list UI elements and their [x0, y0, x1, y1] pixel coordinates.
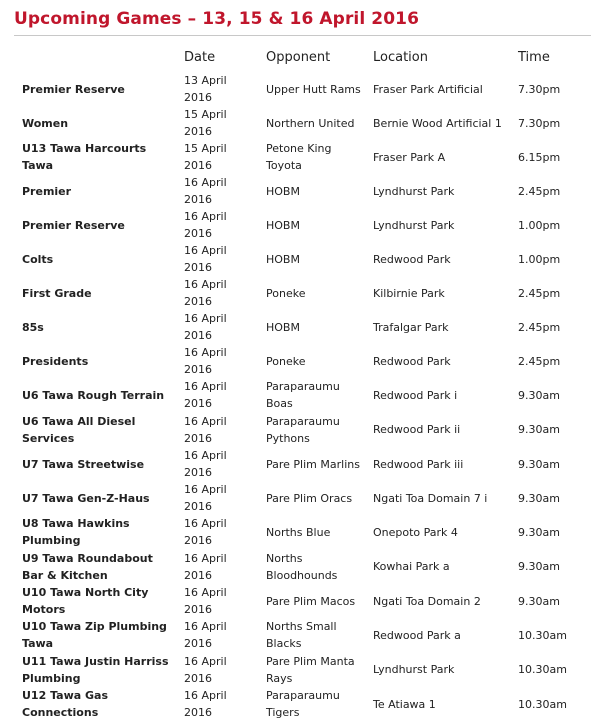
team-cell: Women	[22, 116, 69, 130]
time-cell: 2.45pm	[518, 184, 561, 198]
opponent-cell: Poneke	[266, 354, 306, 368]
team-cell: U7 Tawa Gen-Z-Haus	[22, 491, 150, 505]
opponent-cell: Pare Plim Macos	[266, 594, 356, 608]
time-cell: 9.30am	[518, 525, 560, 539]
time-cell: 9.30am	[518, 491, 560, 505]
opponent-cell: Upper Hutt Rams	[266, 82, 361, 96]
title-divider	[14, 35, 591, 36]
time-cell: 10.30am	[518, 628, 567, 642]
team-cell: 85s	[22, 320, 44, 334]
table-row	[14, 208, 591, 242]
location-cell: Redwood Park iii	[373, 457, 464, 471]
table-row	[14, 106, 591, 140]
table-row	[14, 140, 591, 174]
header-date: Date	[184, 49, 216, 65]
table-row	[14, 242, 591, 276]
opponent-cell: Norths Small Blacks	[266, 620, 337, 650]
table-row	[14, 412, 591, 447]
team-cell: Premier Reserve	[22, 218, 125, 232]
time-cell: 2.45pm	[518, 320, 561, 334]
opponent-cell: Paraparaumu Pythons	[266, 414, 340, 445]
team-cell: U13 Tawa Harcourts Tawa	[22, 142, 147, 172]
opponent-cell: HOBM	[266, 252, 300, 266]
team-cell: U11 Tawa Justin Harriss Plumbing	[22, 654, 169, 685]
date-cell: 16 April 2016	[184, 654, 227, 685]
header-team	[14, 42, 174, 72]
table-row	[14, 652, 591, 687]
date-cell: 16 April 2016	[184, 278, 227, 308]
date-cell: 16 April 2016	[184, 414, 227, 445]
opponent-cell: Northern United	[266, 116, 355, 130]
time-cell: 6.15pm	[518, 150, 561, 164]
date-cell: 16 April 2016	[184, 210, 227, 240]
date-cell: 16 April 2016	[184, 449, 227, 479]
table-row	[14, 481, 591, 515]
opponent-cell: HOBM	[266, 320, 300, 334]
opponent-cell: Norths Blue	[266, 525, 331, 539]
table-row	[14, 549, 591, 584]
team-cell: Presidents	[22, 354, 89, 368]
time-cell: 9.30am	[518, 423, 560, 436]
time-cell: 10.30am	[518, 697, 567, 711]
date-cell: 16 April 2016	[184, 586, 227, 616]
team-cell: U10 Tawa North City Motors	[22, 586, 149, 616]
table-row	[14, 72, 591, 106]
team-cell: U12 Tawa Gas Connections	[22, 689, 108, 719]
table-row	[14, 687, 591, 721]
team-cell: U6 Tawa All Diesel Services	[22, 414, 136, 445]
table-row	[14, 584, 591, 618]
time-cell: 2.45pm	[518, 286, 561, 300]
time-cell: 10.30am	[518, 663, 567, 676]
location-cell: Lyndhurst Park	[373, 184, 455, 198]
date-cell: 16 April 2016	[184, 551, 227, 582]
location-cell: Bernie Wood Artificial 1	[373, 116, 502, 130]
table-row	[14, 344, 591, 378]
date-cell: 16 April 2016	[184, 244, 227, 274]
time-cell: 9.30am	[518, 388, 560, 402]
team-cell: Premier	[22, 184, 72, 198]
location-cell: Redwood Park ii	[373, 423, 461, 436]
location-cell: Redwood Park	[373, 354, 451, 368]
time-cell: 7.30pm	[518, 82, 561, 96]
header-row	[14, 42, 591, 72]
location-cell: Redwood Park a	[373, 628, 461, 642]
opponent-cell: Paraparaumu Tigers	[266, 689, 340, 719]
opponent-cell: Petone King Toyota	[266, 142, 332, 172]
table-row	[14, 276, 591, 310]
opponent-cell: HOBM	[266, 218, 300, 232]
date-cell: 16 April 2016	[184, 176, 227, 206]
table-row	[14, 174, 591, 208]
location-cell: Lyndhurst Park	[373, 663, 455, 676]
location-cell: Te Atiawa 1	[373, 697, 436, 711]
date-cell: 15 April 2016	[184, 108, 227, 138]
header-opponent: Opponent	[266, 49, 331, 65]
date-cell: 16 April 2016	[184, 620, 227, 650]
date-cell: 15 April 2016	[184, 142, 227, 172]
time-cell: 1.00pm	[518, 252, 561, 266]
table-row	[14, 515, 591, 549]
time-cell: 9.30am	[518, 457, 560, 471]
opponent-cell: Norths Bloodhounds	[266, 551, 338, 582]
team-cell: First Grade	[22, 286, 92, 300]
games-table	[14, 42, 591, 721]
location-cell: Onepoto Park 4	[373, 525, 458, 539]
location-cell: Redwood Park i	[373, 388, 458, 402]
header-location: Location	[373, 49, 428, 65]
location-cell: Lyndhurst Park	[373, 218, 455, 232]
location-cell: Ngati Toa Domain 7 i	[373, 491, 488, 505]
opponent-cell: Pare Plim Marlins	[266, 457, 360, 471]
team-cell: U10 Tawa Zip Plumbing Tawa	[22, 620, 167, 650]
date-cell: 16 April 2016	[184, 346, 227, 376]
location-cell: Trafalgar Park	[373, 320, 449, 334]
header-time: Time	[518, 49, 550, 65]
opponent-cell: Pare Plim Manta Rays	[266, 654, 355, 685]
location-cell: Ngati Toa Domain 2	[373, 594, 481, 608]
date-cell: 16 April 2016	[184, 483, 227, 513]
team-cell: U6 Tawa Rough Terrain	[22, 388, 165, 402]
date-cell: 16 April 2016	[184, 380, 227, 410]
date-cell: 16 April 2016	[184, 517, 227, 547]
table-row	[14, 618, 591, 652]
time-cell: 1.00pm	[518, 218, 561, 232]
team-cell: U8 Tawa Hawkins Plumbing	[22, 517, 130, 547]
location-cell: Fraser Park Artificial	[373, 82, 483, 96]
team-cell: U7 Tawa Streetwise	[22, 457, 145, 471]
team-cell: U9 Tawa Roundabout Bar & Kitchen	[22, 551, 153, 582]
location-cell: Kilbirnie Park	[373, 286, 445, 300]
time-cell: 9.30am	[518, 594, 560, 608]
table-row	[14, 447, 591, 481]
opponent-cell: Poneke	[266, 286, 306, 300]
opponent-cell: Pare Plim Oracs	[266, 491, 353, 505]
location-cell: Redwood Park	[373, 252, 451, 266]
table-row	[14, 310, 591, 344]
team-cell: Colts	[22, 252, 54, 266]
location-cell: Fraser Park A	[373, 150, 446, 164]
opponent-cell: Paraparaumu Boas	[266, 380, 340, 410]
location-cell: Kowhai Park a	[373, 560, 450, 573]
page-title: Upcoming Games – 13, 15 & 16 April 2016	[14, 9, 420, 29]
team-cell: Premier Reserve	[22, 82, 125, 96]
time-cell: 7.30pm	[518, 116, 561, 130]
date-cell: 16 April 2016	[184, 312, 227, 342]
date-cell: 16 April 2016	[184, 689, 227, 719]
table-row	[14, 378, 591, 412]
date-cell: 13 April 2016	[184, 74, 227, 104]
opponent-cell: HOBM	[266, 184, 300, 198]
time-cell: 9.30am	[518, 560, 560, 573]
time-cell: 2.45pm	[518, 354, 561, 368]
